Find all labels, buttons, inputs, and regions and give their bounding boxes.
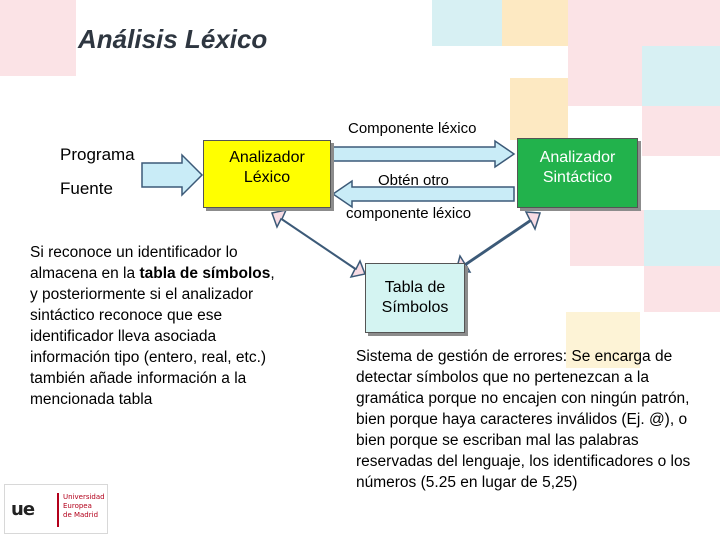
- source-to-lexer-arrow: [142, 155, 202, 195]
- source-fuente-label: Fuente: [60, 179, 113, 198]
- error-management-description: Sistema de gestión de errores: Se encarga de detectar símbolos que no pertenezcan a la gramática porque no encajen con ningún patrón, bien porque haya caracteres inválidos (Ej. @), o bien porque se escriban mal las palabras reservadas del lenguaje, los identificadores o los números (5.25 en lugar de 5,25): [356, 348, 691, 491]
- lexical-analyzer-label: Analizador Léxico: [229, 149, 305, 186]
- lexer-to-parser-arrow: [333, 141, 514, 167]
- left-text-part1: Si reconoce un identificador lo almacena en la: [30, 244, 238, 282]
- university-logo: [4, 484, 108, 534]
- syntactic-analyzer-label: Analizador Sintáctico: [539, 149, 616, 186]
- symbol-table-box: [365, 263, 465, 333]
- symbol-table-description: [30, 242, 282, 410]
- lexical-analyzer-box: [203, 140, 331, 208]
- syntactic-analyzer-box: [517, 138, 638, 208]
- left-text-part2: , y posteriormente si el analizador sintáctico reconoce que ese identificador lleva asociada información tipo (entero, real, etc.) también añade información a la mencionada tabla: [30, 265, 275, 408]
- logo-line-1: Universidad: [63, 493, 105, 501]
- left-text-bold: tabla de símbolos: [139, 265, 271, 282]
- logo-mark: ue: [11, 499, 35, 520]
- flow-bottom-label: componente léxico: [346, 205, 472, 222]
- logo-divider: [57, 493, 59, 527]
- logo-text: [63, 493, 105, 520]
- flow-top-label: Componente léxico: [348, 120, 477, 137]
- logo-line-2: Europea: [63, 502, 92, 510]
- source-program-label: Programa: [60, 145, 135, 164]
- logo-line-3: de Madrid: [63, 511, 99, 519]
- flow-middle-label: Obtén otro: [378, 172, 449, 189]
- slide-title: Análisis Léxico: [78, 24, 268, 54]
- symbol-table-label: Tabla de Símbolos: [381, 279, 449, 316]
- lexer-symbols-two-way-arrow: [0, 0, 40, 20]
